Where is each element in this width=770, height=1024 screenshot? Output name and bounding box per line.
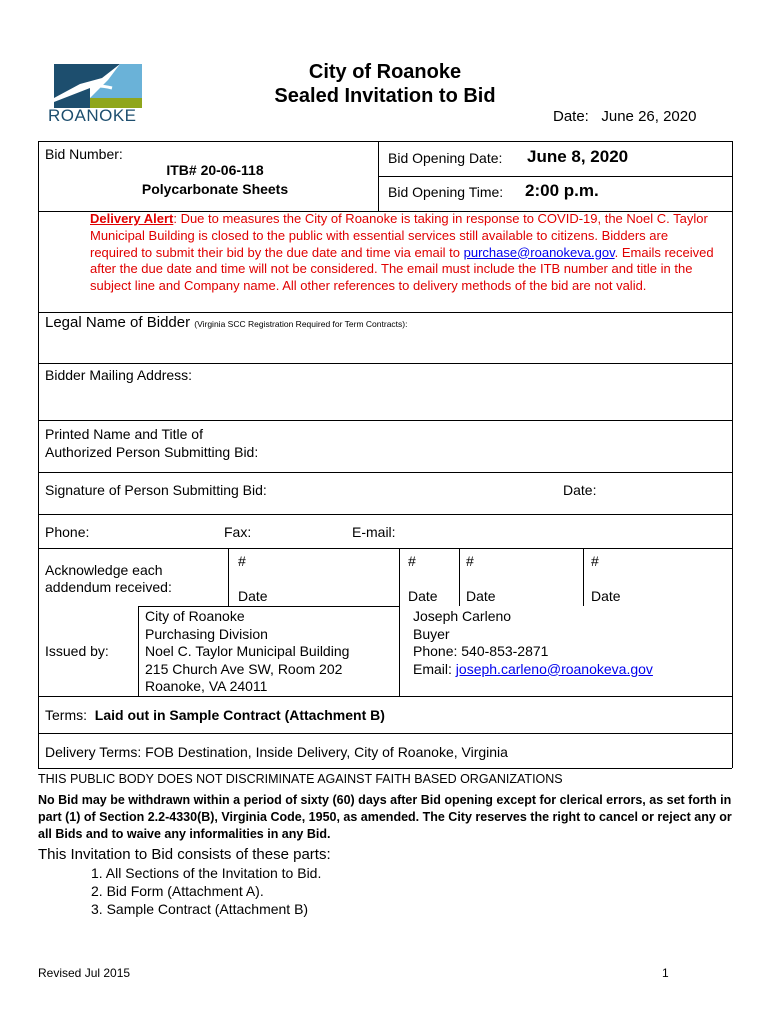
parts-list bbox=[91, 864, 321, 918]
rule bbox=[732, 141, 733, 705]
mailing-address-label: Bidder Mailing Address: bbox=[45, 367, 193, 383]
withdrawal-clause: No Bid may be withdrawn within a period of sixty (60) days after Bid opening except for clerical errors, as set forth in part (1) of Section 2.2-4330(B), Virginia Code, 1950, as amended. The City reserves the right to cancel or reject any or all Bids and to waive any informalities in any Bid. bbox=[38, 793, 732, 841]
rule bbox=[38, 312, 732, 313]
addendum-2-date: Date bbox=[408, 588, 438, 604]
rule bbox=[38, 141, 39, 705]
rule bbox=[38, 141, 732, 142]
buyer-contact: Joseph Carleno Buyer Phone: 540-853-2871 Email: joseph.carleno@roanokeva.gov bbox=[413, 608, 653, 677]
addendum-label-1: Acknowledge each bbox=[45, 562, 163, 578]
rule bbox=[228, 548, 229, 606]
list-item: 1. All Sections of the Invitation to Bid. bbox=[91, 865, 322, 881]
addendum-3-number: # bbox=[466, 553, 474, 569]
fax-label: Fax: bbox=[224, 524, 252, 540]
addendum-3-date: Date bbox=[466, 588, 496, 604]
rule bbox=[38, 705, 39, 768]
addendum-4-date: Date bbox=[591, 588, 621, 604]
addendum-label-2: addendum received: bbox=[45, 579, 172, 595]
title-document: Sealed Invitation to Bid bbox=[274, 85, 496, 107]
rule bbox=[38, 363, 732, 364]
title-city: City of Roanoke bbox=[308, 61, 462, 83]
rule bbox=[38, 733, 732, 734]
signature-date-label: Date: bbox=[563, 482, 597, 498]
rule bbox=[732, 705, 733, 768]
non-discrimination-notice: THIS PUBLIC BODY DOES NOT DISCRIMINATE AGAINST FAITH BASED ORGANIZATIONS bbox=[38, 772, 563, 786]
document-date: Date: June 26, 2020 bbox=[553, 108, 697, 125]
phone-label: Phone: bbox=[45, 524, 90, 540]
addendum-1-number: # bbox=[238, 553, 246, 569]
bid-opening-date-label: Bid Opening Date: bbox=[388, 150, 503, 166]
rule bbox=[399, 548, 400, 606]
terms: Terms: Laid out in Sample Contract (Attachment B) bbox=[45, 707, 385, 723]
legal-name-label: Legal Name of Bidder (Virginia SCC Registration Required for Term Contracts): bbox=[45, 314, 408, 331]
addendum-2-number: # bbox=[408, 553, 416, 569]
addendum-1-date: Date bbox=[238, 588, 268, 604]
printed-name-label-2: Authorized Person Submitting Bid: bbox=[45, 444, 259, 460]
page-number: 1 bbox=[662, 966, 669, 980]
rule bbox=[138, 606, 139, 696]
issued-by-label: Issued by: bbox=[45, 643, 109, 659]
list-item: 2. Bid Form (Attachment A). bbox=[91, 883, 264, 899]
parts-intro: This Invitation to Bid consists of these parts: bbox=[38, 846, 331, 863]
list-item: 3. Sample Contract (Attachment B) bbox=[91, 901, 309, 917]
bid-opening-time-label: Bid Opening Time: bbox=[388, 184, 504, 200]
printed-name-label-1: Printed Name and Title of bbox=[45, 426, 203, 442]
rule bbox=[38, 548, 732, 549]
bid-item: Polycarbonate Sheets bbox=[141, 181, 289, 197]
email-label: E-mail: bbox=[352, 524, 396, 540]
rule bbox=[38, 768, 732, 769]
revision-note: Revised Jul 2015 bbox=[38, 966, 131, 980]
buyer-email-link[interactable]: joseph.carleno@roanokeva.gov bbox=[455, 660, 653, 677]
rule bbox=[399, 606, 400, 696]
rule bbox=[38, 514, 732, 515]
delivery-alert: Delivery Alert: Due to measures the City of Roanoke is taking in response to COVID-19, the Noel C. Taylor Municipal Building is closed to the public with essential services still available to citizens. Bidders are required to submit their bid by the due date and time via email to purchase@roanokeva.gov. Emails received after the due date and time will not be considered. The email must include the ITB number and title in the subject line and Company name. All other references to delivery methods of the bid are not valid. bbox=[90, 211, 714, 294]
addendum-4-number: # bbox=[591, 553, 599, 569]
rule bbox=[583, 548, 584, 606]
delivery-terms: Delivery Terms: FOB Destination, Inside Delivery, City of Roanoke, Virginia bbox=[45, 744, 508, 760]
rule bbox=[138, 606, 400, 607]
logo-wordmark: ROANOKE bbox=[48, 106, 137, 125]
bid-opening-date: June 8, 2020 bbox=[527, 147, 629, 166]
rule bbox=[378, 176, 732, 177]
rule bbox=[38, 472, 732, 473]
rule bbox=[459, 548, 460, 606]
purchase-email-link[interactable]: purchase@roanokeva.gov bbox=[463, 244, 615, 260]
rule bbox=[38, 420, 732, 421]
issuer-address: City of Roanoke Purchasing Division Noel C. Taylor Municipal Building 215 Church Ave SW, Room 202 Roanoke, VA 24011 bbox=[145, 608, 350, 695]
signature-label: Signature of Person Submitting Bid: bbox=[45, 482, 267, 498]
itb-number: ITB# 20-06-118 bbox=[166, 162, 264, 178]
rule bbox=[38, 696, 732, 697]
bid-number-label: Bid Number: bbox=[45, 146, 123, 162]
bid-opening-time: 2:00 p.m. bbox=[525, 181, 599, 200]
